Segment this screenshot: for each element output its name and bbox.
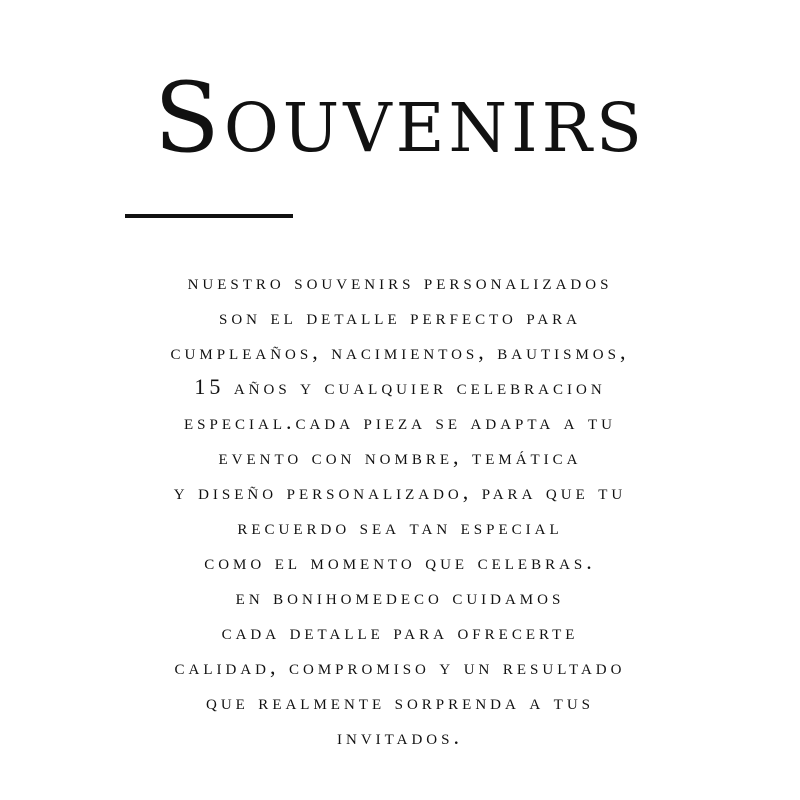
description-line: cumpleaños, nacimientos, bautismos, <box>170 339 630 364</box>
title-underline-divider <box>125 214 293 218</box>
description-line: calidad, compromiso y un resultado <box>174 654 626 679</box>
description-line: que realmente sorprenda a tus <box>205 689 594 714</box>
description-line: recuerdo sea tan especial <box>237 514 563 539</box>
description-line: nuestro souvenirs personalizados <box>187 269 613 294</box>
description-text <box>20 264 780 754</box>
description-line: invitados. <box>337 724 463 749</box>
description-line: evento con nombre, temática <box>218 444 582 469</box>
page-title: Souvenirs <box>154 62 646 174</box>
description-line: son el detalle perfecto para <box>219 304 581 329</box>
description-line: en bonihomedeco cuidamos <box>235 584 565 609</box>
description-line: como el momento que celebras. <box>204 549 596 574</box>
description-line: especial.cada pieza se adapta a tu <box>184 409 616 434</box>
description-line: cada detalle para ofrecerte <box>221 619 579 644</box>
description-line: y diseño personalizado, para que tu <box>173 479 627 504</box>
description-line: 15 años y cualquier celebracion <box>194 374 606 399</box>
